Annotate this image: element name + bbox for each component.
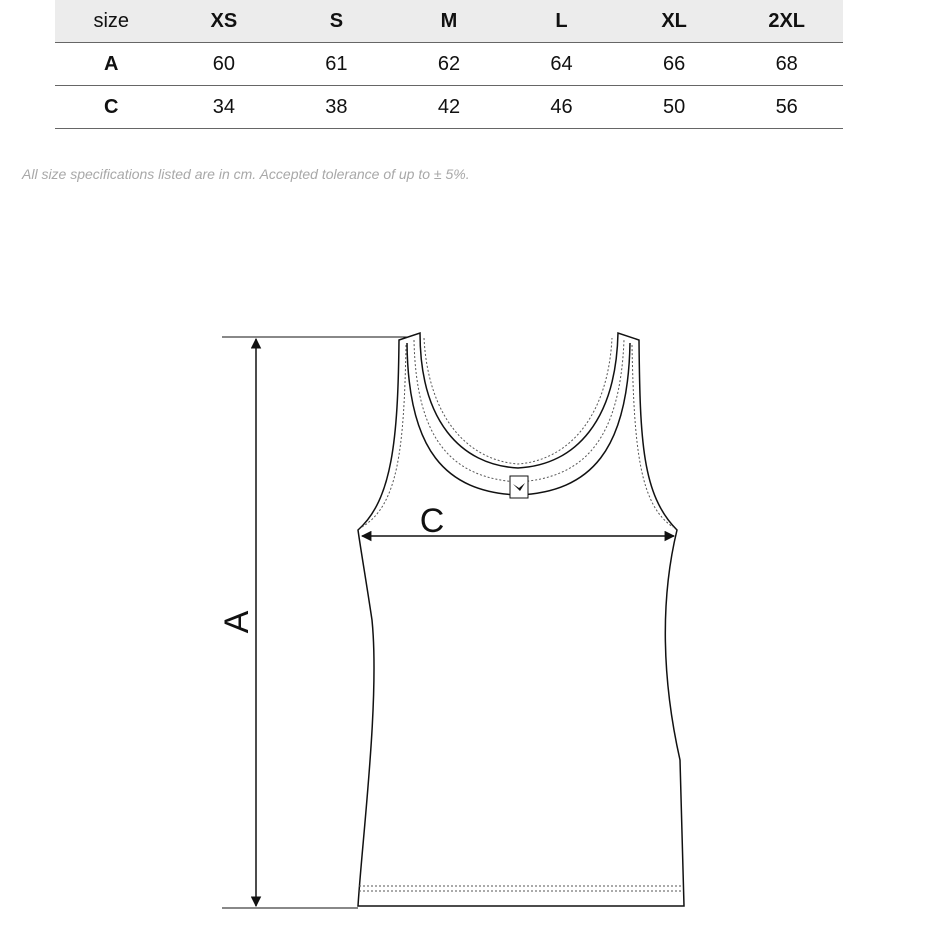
table-cell: 56	[730, 86, 843, 129]
tank-top-outline	[358, 333, 684, 906]
table-cell: 60	[168, 43, 281, 86]
table-cell: 38	[280, 86, 393, 129]
size-header-s: S	[280, 0, 393, 43]
size-header-label: size	[55, 0, 168, 43]
chest-width-label: C	[419, 502, 445, 540]
table-cell: 42	[393, 86, 506, 129]
row-label-c: C	[55, 86, 168, 129]
table-cell: 50	[618, 86, 731, 129]
table-cell: 68	[730, 43, 843, 86]
length-label: A	[218, 610, 256, 634]
size-header-xs: XS	[168, 0, 281, 43]
size-header-l: L	[505, 0, 618, 43]
size-header-2xl: 2XL	[730, 0, 843, 43]
size-header-xl: XL	[618, 0, 731, 43]
size-header-m: M	[393, 0, 506, 43]
table-cell: 46	[505, 86, 618, 129]
table-cell: 64	[505, 43, 618, 86]
table-cell: 66	[618, 43, 731, 86]
row-label-a: A	[55, 43, 168, 86]
table-cell: 62	[393, 43, 506, 86]
table-cell: 34	[168, 86, 281, 129]
table-cell: 61	[280, 43, 393, 86]
neck-label-tag	[510, 476, 528, 498]
tolerance-note: All size specifications listed are in cm. Accepted tolerance of up to ± 5%.	[22, 166, 470, 182]
